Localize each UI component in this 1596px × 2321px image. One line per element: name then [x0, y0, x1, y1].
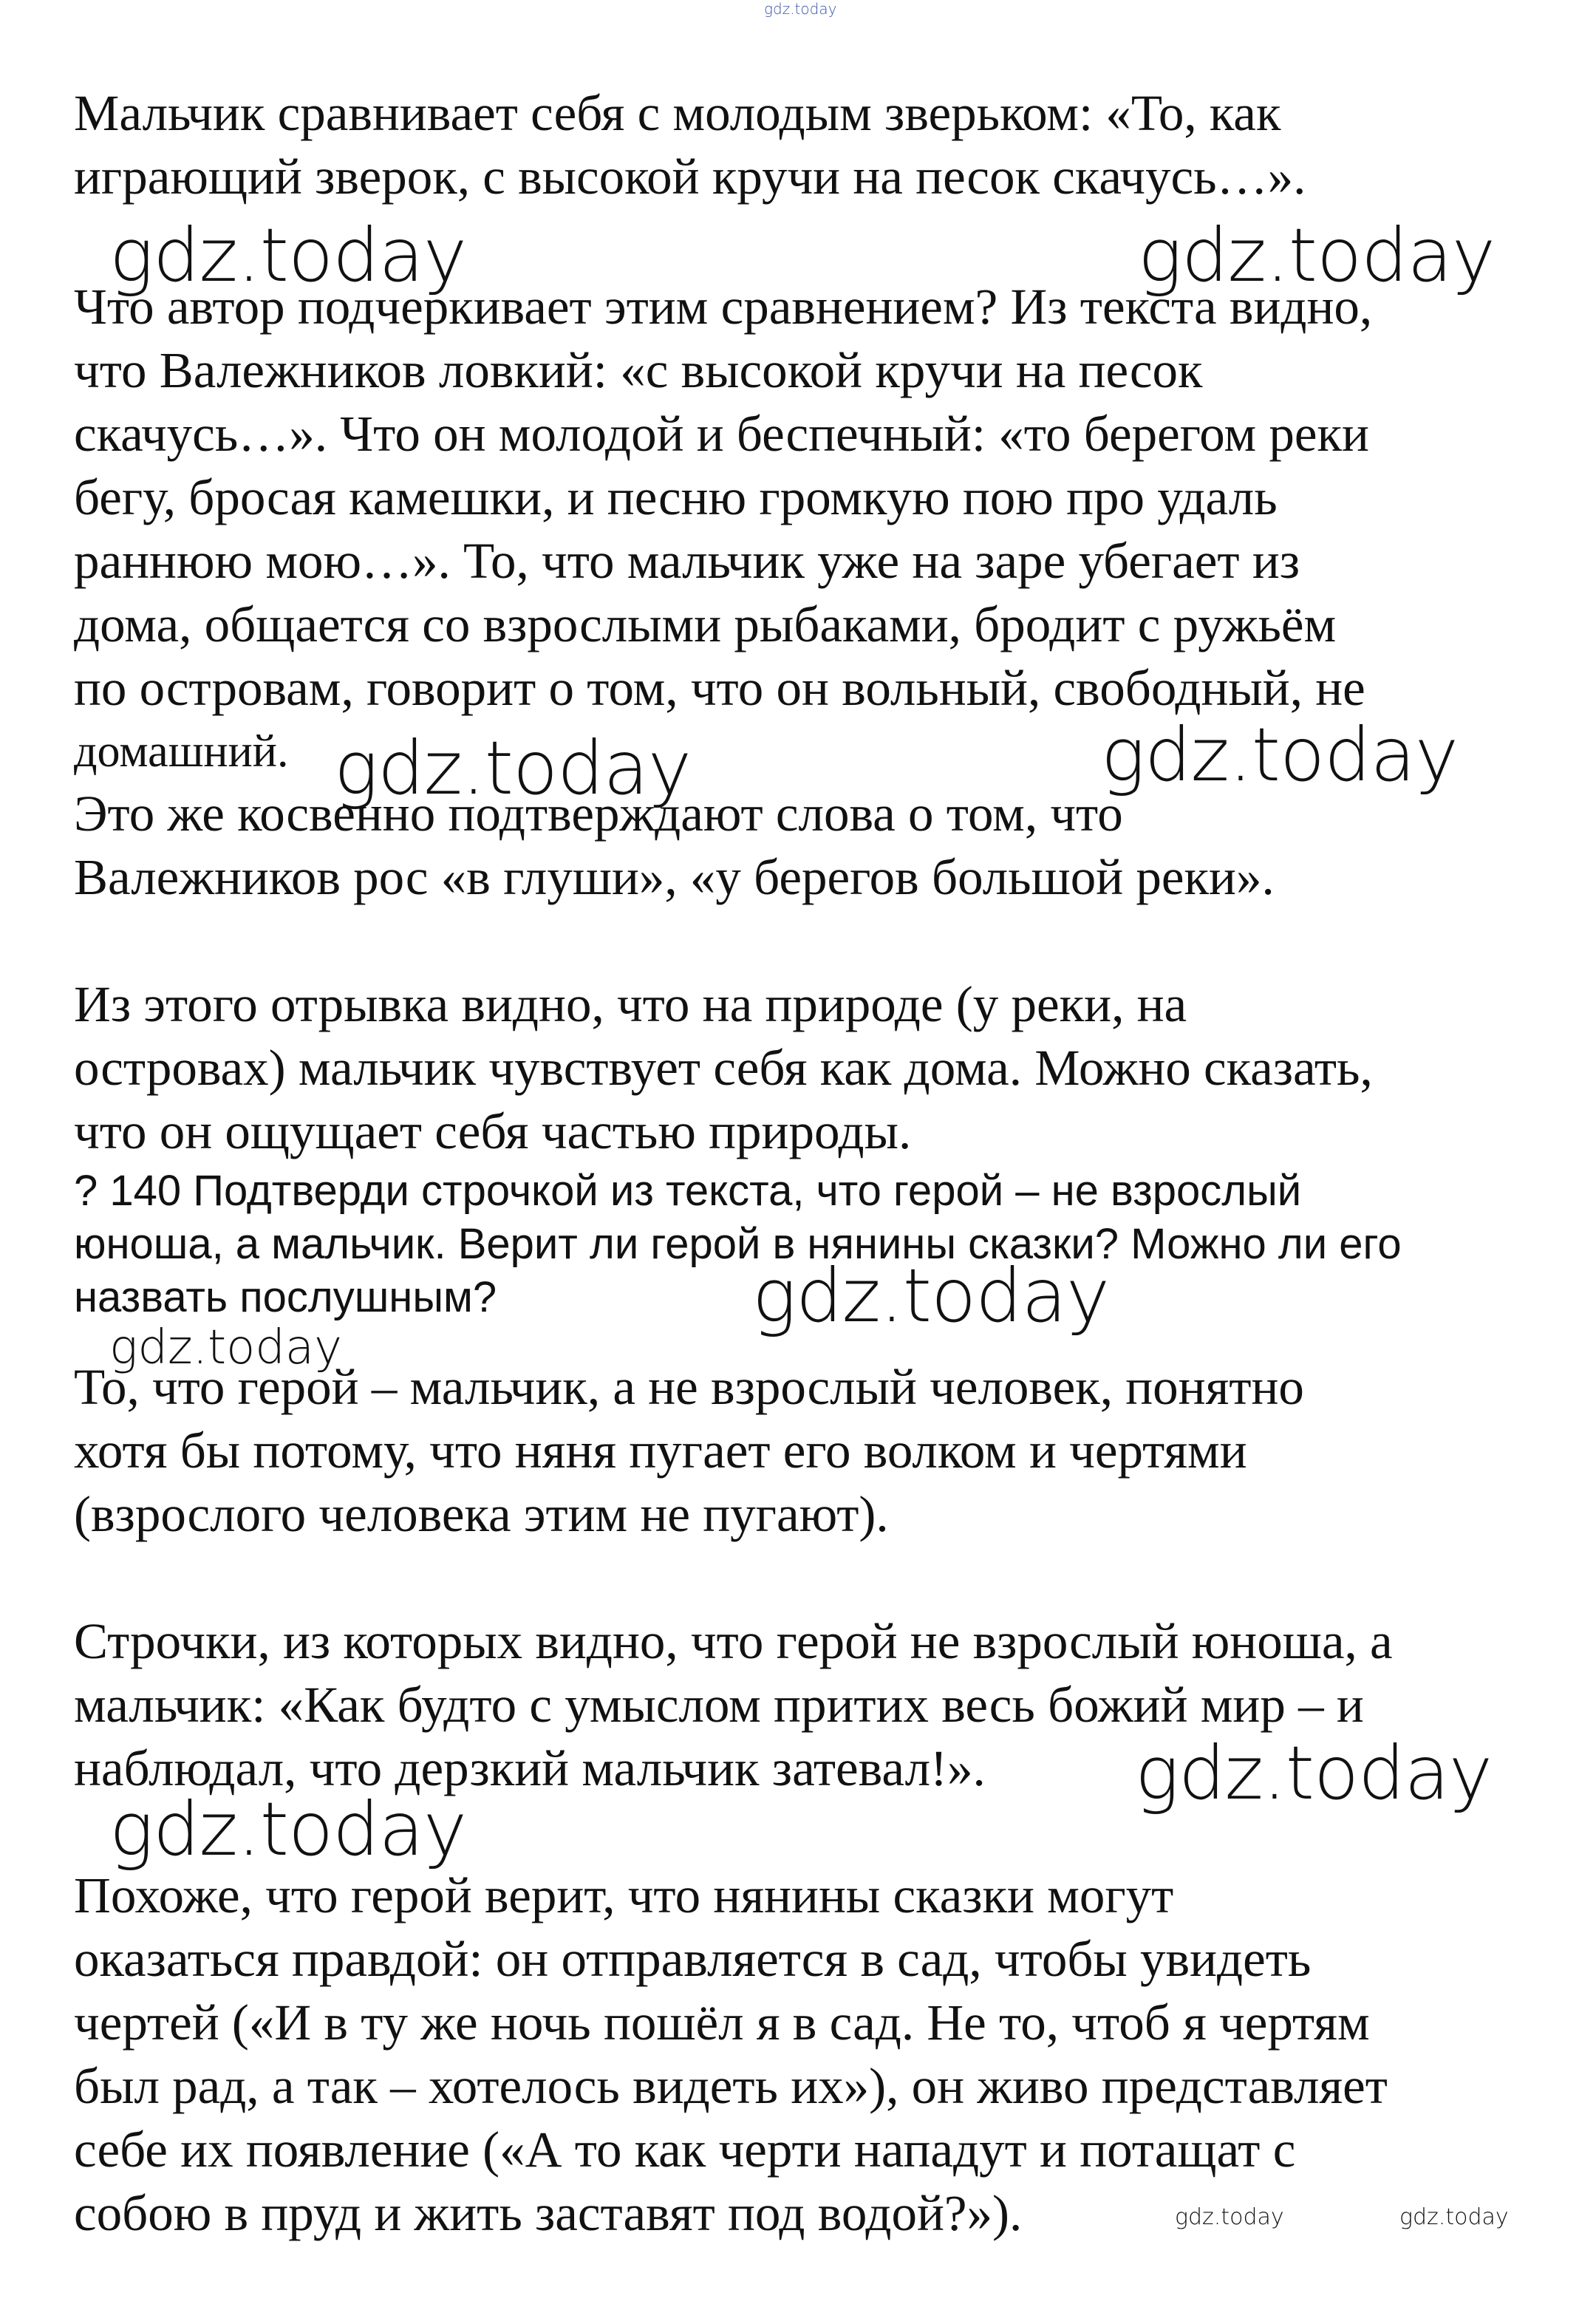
- text-line: оказаться правдой: он отправляется в сад, чтобы увидеть: [74, 1931, 1312, 1987]
- text-line: наблюдал, что дерзкий мальчик затевал!».: [74, 1740, 986, 1796]
- text-line: (взрослого человека этим не пугают).: [74, 1486, 889, 1542]
- watermark: gdz.today: [1135, 1730, 1493, 1816]
- text-line: мальчик: «Как будто с умыслом притих весь божий мир – и: [74, 1677, 1364, 1733]
- header-watermark: gdz.today: [764, 0, 837, 18]
- text-line: островах) мальчик чувствует себя как дома. Можно сказать,: [74, 1040, 1373, 1096]
- text-line: по островам, говорит о том, что он вольный, свободный, не: [74, 660, 1365, 716]
- text-line: что он ощущает себя частью природы.: [74, 1103, 912, 1159]
- question-line: ? 140 Подтверди строчкой из текста, что герой – не взрослый: [74, 1167, 1302, 1215]
- text-line: Это же косвенно подтверждают слова о том, что: [74, 785, 1123, 842]
- watermark: gdz.today: [1399, 2204, 1509, 2230]
- watermark: gdz.today: [1175, 2204, 1284, 2230]
- paragraph-nature: [74, 972, 1537, 1163]
- text-line: дома, общается со взрослыми рыбаками, бродит с ружьём: [74, 596, 1337, 652]
- paragraph-author-emphasis: [74, 275, 1537, 783]
- text-line: Строчки, из которых видно, что герой не взрослый юноша, а: [74, 1613, 1393, 1669]
- text-line: То, что герой – мальчик, а не взрослый человек, понятно: [74, 1359, 1304, 1415]
- text-line: чертей («И в ту же ночь пошёл я в сад. Не то, чтоб я чертям: [74, 1994, 1370, 2051]
- text-line: Похоже, что герой верит, что нянины сказки могут: [74, 1867, 1174, 1923]
- paragraph-boy-not-adult: [74, 1355, 1537, 1546]
- text-line: бегу, бросая камешки, и песню громкую пою про удаль: [74, 469, 1278, 525]
- paragraph-comparison: [74, 81, 1537, 208]
- text-line: Что автор подчеркивает этим сравнением? Из текста видно,: [74, 279, 1373, 335]
- text-line: играющий зверок, с высокой кручи на песок скачусь…».: [74, 149, 1306, 205]
- text-line: собою в пруд и жить заставят под водой?»).: [74, 2185, 1023, 2241]
- question-line: юноша, а мальчик. Верит ли герой в нянины сказки? Можно ли его: [74, 1220, 1402, 1268]
- text-line: Мальчик сравнивает себя с молодым зверьком: «То, как: [74, 85, 1281, 141]
- text-line: раннюю мою…». То, что мальчик уже на заре убегает из: [74, 533, 1300, 589]
- text-line: Из этого отрывка видно, что на природе (у реки, на: [74, 976, 1187, 1032]
- question-line: назвать послушным?: [74, 1273, 497, 1321]
- text-line: домашний.: [74, 726, 289, 777]
- text-line: Валежников рос «в глуши», «у берегов большой реки».: [74, 849, 1275, 905]
- watermark: gdz.today: [109, 1786, 467, 1872]
- watermark: gdz.today: [109, 212, 467, 299]
- paragraph-indirect-confirmation: [74, 782, 1537, 909]
- paragraph-believes-tales: [74, 1864, 1537, 2245]
- text-line: был рад, а так – хотелось видеть их»), он живо представляет: [74, 2058, 1388, 2114]
- watermark: gdz.today: [1101, 712, 1459, 798]
- text-line: хотя бы потому, что няня пугает его волком и чертями: [74, 1422, 1247, 1479]
- watermark: gdz.today: [109, 1320, 342, 1375]
- watermark: gdz.today: [752, 1252, 1110, 1339]
- watermark: gdz.today: [1138, 212, 1496, 299]
- text-line: что Валежников ловкий: «с высокой кручи на песок: [74, 342, 1203, 398]
- text-line: скачусь…». Что он молодой и беспечный: «то берегом реки: [74, 406, 1369, 462]
- text-line: себе их появление («А то как черти нападут и потащат с: [74, 2121, 1296, 2178]
- watermark: gdz.today: [334, 725, 692, 811]
